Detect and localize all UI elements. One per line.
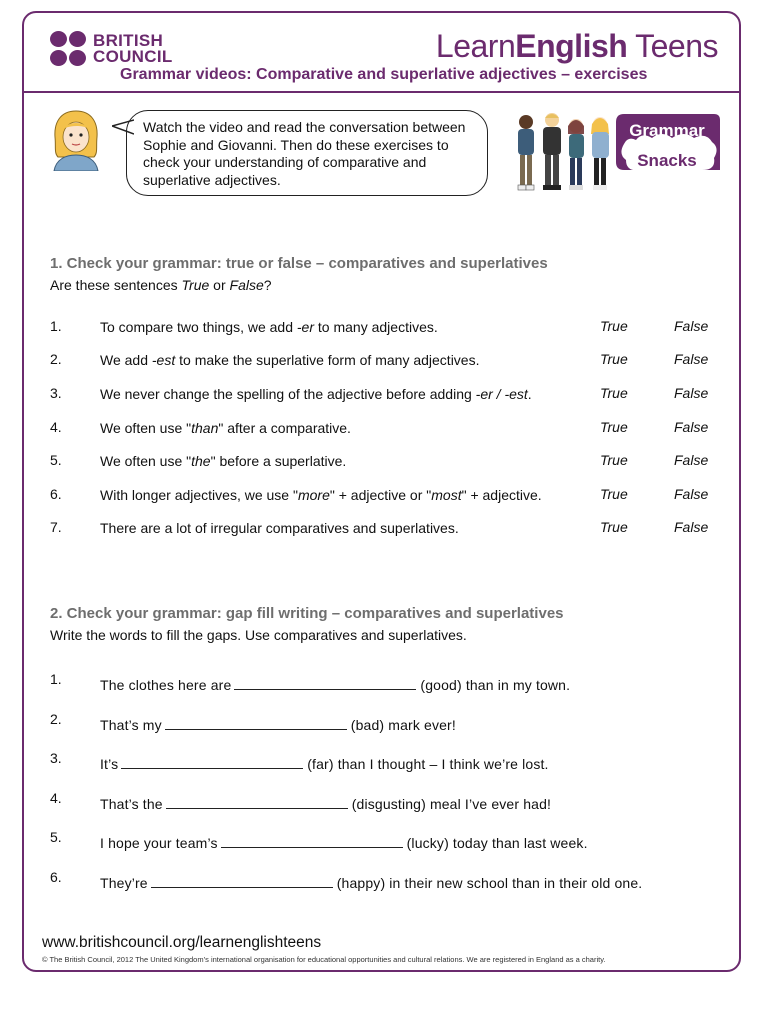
gap-text-before: That’s my: [100, 717, 162, 733]
gap-blank-field[interactable]: [165, 717, 347, 730]
question-text-part: With longer adjectives, we use ": [100, 487, 298, 503]
sophie-avatar-icon: [48, 107, 104, 171]
le-part3: Teens: [627, 28, 718, 64]
question-text-part: to many adjectives.: [314, 319, 438, 335]
question-text-part: " before a superlative.: [210, 453, 347, 469]
question-text-part: We often use ": [100, 453, 192, 469]
false-option[interactable]: False: [674, 385, 709, 401]
gap-fill-text: [100, 717, 456, 733]
gap-text-before: That’s the: [100, 796, 163, 812]
question-number: 2.: [50, 711, 62, 727]
characters-illustration: [512, 110, 616, 194]
question-number: 6.: [50, 486, 62, 502]
gap-fill-text: [100, 677, 570, 693]
badge-line2: Snacks: [637, 151, 697, 170]
grammar-snacks-badge[interactable]: [614, 114, 720, 178]
question-number: 7.: [50, 519, 62, 535]
gap-blank-field[interactable]: [221, 835, 403, 848]
gap-text-after: (good) than in my town.: [420, 677, 571, 693]
question-number: 1.: [50, 671, 62, 687]
question-number: 5.: [50, 829, 62, 845]
gap-fill-text: [100, 756, 549, 772]
question-text-italic: more: [297, 487, 330, 503]
question-number: 4.: [50, 419, 62, 435]
gap-text-after: (bad) mark ever!: [350, 717, 456, 733]
bc-line1: BRITISH: [93, 31, 164, 50]
question-text-part: To compare two things, we add: [100, 319, 297, 335]
gap-text-after: (happy) in their new school than in their old one.: [336, 875, 643, 891]
section2-title: 2. Check your grammar: gap fill writing – comparatives and superlatives: [50, 605, 564, 622]
false-option[interactable]: False: [674, 452, 709, 468]
section1-instruction: [50, 277, 272, 293]
question-number: 3.: [50, 385, 62, 401]
intro-text: Watch the video and read the conversation between Sophie and Giovanni. Then do these exercises to check your understanding of comparative and superlative adjectives.: [143, 119, 466, 188]
gap-blank-field[interactable]: [166, 796, 348, 809]
question-text-italic: -er / -est: [475, 386, 528, 402]
gap-text-before: They’re: [100, 875, 148, 891]
question-text-part: We often use ": [100, 420, 192, 436]
question-number: 1.: [50, 318, 62, 334]
gap-text-after: (far) than I thought – I think we’re lost.: [307, 756, 549, 772]
s1-inst-pre: Are these sentences: [50, 277, 182, 293]
question-number: 6.: [50, 869, 62, 885]
gap-text-before: I hope your team’s: [100, 835, 218, 851]
s1-inst-post: ?: [263, 277, 272, 293]
question-text: [100, 386, 532, 402]
le-part2: English: [515, 28, 628, 64]
true-option[interactable]: True: [600, 419, 628, 435]
question-number: 3.: [50, 750, 62, 766]
page-subtitle: Grammar videos: Comparative and superlative adjectives – exercises: [120, 66, 648, 83]
question-text-part: " + adjective.: [461, 487, 542, 503]
gap-blank-field[interactable]: [121, 756, 303, 769]
question-text: [100, 453, 346, 469]
false-option[interactable]: False: [674, 486, 709, 502]
true-option[interactable]: True: [600, 519, 628, 535]
question-text-part: " after a comparative.: [218, 420, 351, 436]
question-text-part: We add: [100, 352, 152, 368]
true-option[interactable]: True: [600, 452, 628, 468]
footer-copyright: © The British Council, 2012 The United Kingdom’s international organisation for educational opportunities and cultural relations. We are registered in England as a charity.: [42, 955, 606, 964]
gap-blank-field[interactable]: [234, 677, 416, 690]
question-text: [100, 487, 542, 503]
false-option[interactable]: False: [674, 519, 709, 535]
question-number: 5.: [50, 452, 62, 468]
question-text-part: We never change the spelling of the adjective before adding: [100, 386, 476, 402]
s1-inst-or: or: [209, 277, 230, 293]
gap-blank-field[interactable]: [151, 875, 333, 888]
s1-inst-false: False: [229, 277, 264, 293]
badge-line1: Grammar: [629, 121, 705, 140]
gap-fill-text: [100, 875, 642, 891]
question-text: [100, 319, 438, 335]
false-option[interactable]: False: [674, 351, 709, 367]
question-text-part: .: [527, 386, 532, 402]
false-option[interactable]: False: [674, 318, 709, 334]
question-text-part: " + adjective or ": [329, 487, 432, 503]
british-council-logo[interactable]: [50, 31, 173, 67]
le-part1: Learn: [435, 28, 516, 64]
question-text: [100, 352, 479, 368]
question-text-italic: most: [431, 487, 462, 503]
true-option[interactable]: True: [600, 318, 628, 334]
question-text: [100, 520, 459, 536]
question-text-italic: the: [191, 453, 211, 469]
header-divider: [24, 91, 740, 93]
true-option[interactable]: True: [600, 385, 628, 401]
question-text-italic: than: [191, 420, 219, 436]
question-text-part: There are a lot of irregular comparatives and superlatives.: [100, 520, 459, 536]
question-text-italic: -er: [296, 319, 315, 335]
learnenglish-teens-logo[interactable]: [436, 28, 718, 65]
gap-text-before: The clothes here are: [100, 677, 232, 693]
question-number: 4.: [50, 790, 62, 806]
intro-speech-bubble: [126, 110, 488, 196]
true-option[interactable]: True: [600, 486, 628, 502]
question-number: 2.: [50, 351, 62, 367]
gap-fill-text: [100, 835, 588, 851]
true-option[interactable]: True: [600, 351, 628, 367]
footer-url-link[interactable]: www.britishcouncil.org/learnenglishteens: [42, 934, 322, 951]
question-text-italic: -est: [151, 352, 176, 368]
false-option[interactable]: False: [674, 419, 709, 435]
gap-fill-text: [100, 796, 551, 812]
bc-line2: COUNCIL: [93, 47, 173, 66]
bc-dots-icon: [50, 31, 88, 67]
section2-instruction: Write the words to fill the gaps. Use comparatives and superlatives.: [50, 627, 467, 643]
s1-inst-true: True: [181, 277, 210, 293]
gap-text-after: (lucky) today than last week.: [406, 835, 588, 851]
gap-text-before: It’s: [100, 756, 119, 772]
question-text: [100, 420, 351, 436]
question-text-part: to make the superlative form of many adjectives.: [175, 352, 480, 368]
gap-text-after: (disgusting) meal I’ve ever had!: [351, 796, 552, 812]
section1-title: 1. Check your grammar: true or false – comparatives and superlatives: [50, 255, 548, 272]
